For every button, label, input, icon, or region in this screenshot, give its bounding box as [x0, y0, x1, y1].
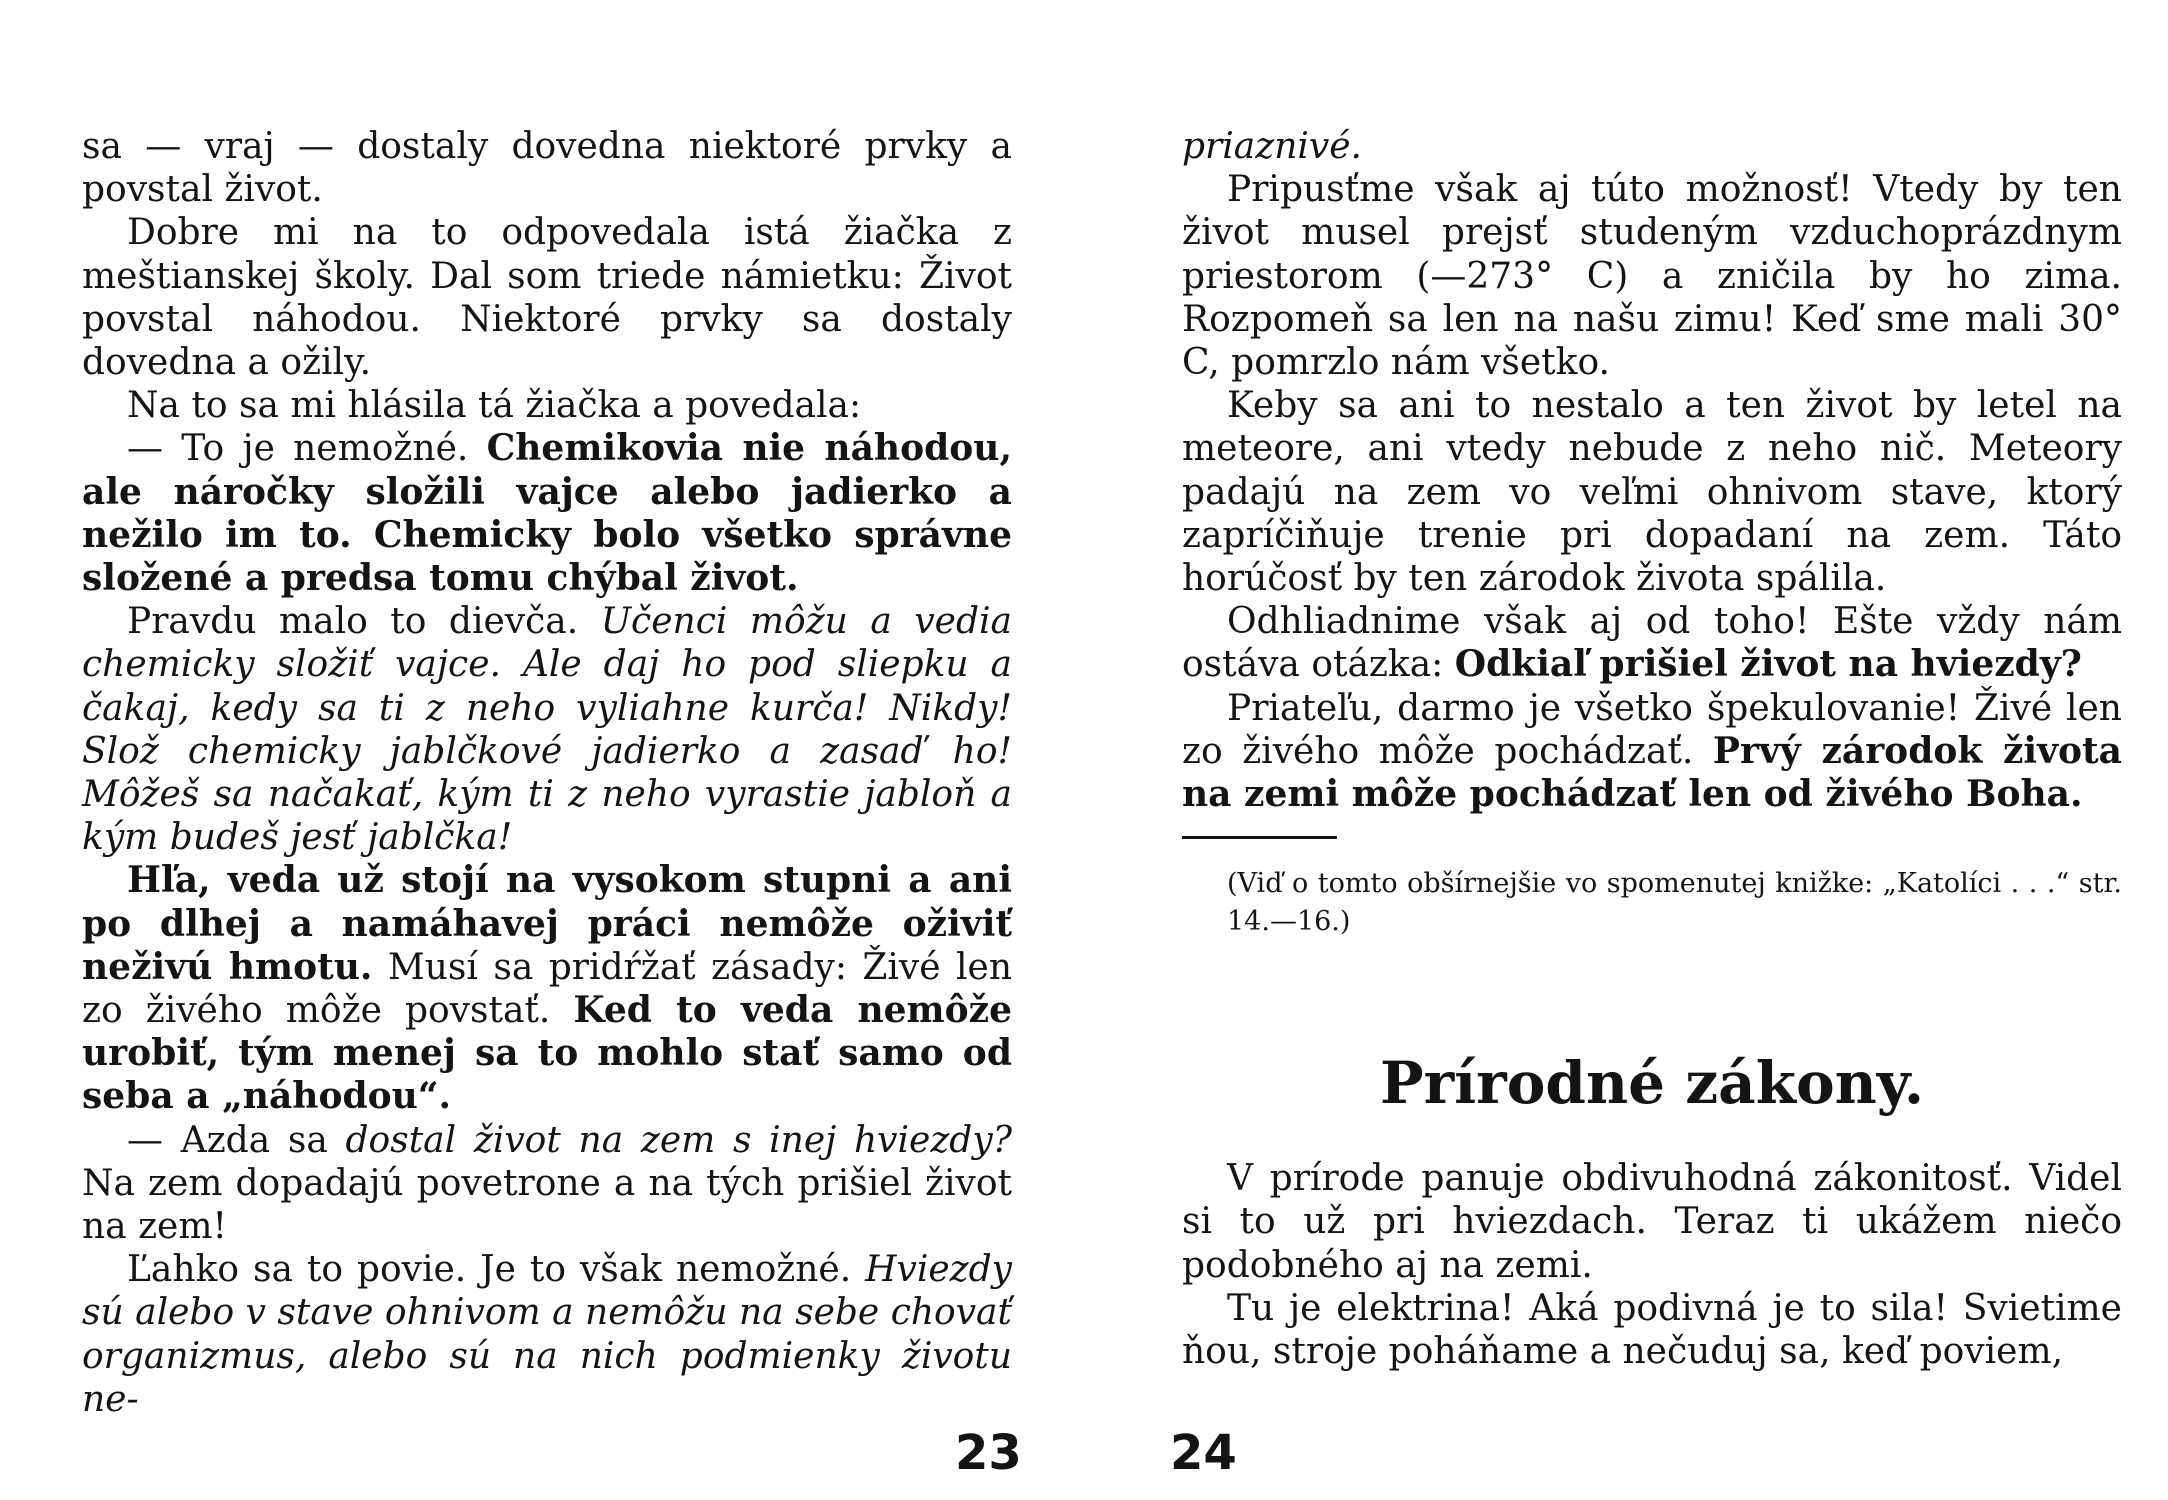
paragraph: Tu je elektrina! Aká podivná je to sila! Svietime ňou, stroje poháňame a nečuduj sa, keď poviem, — [1182, 1287, 2122, 1373]
paragraph: Na to sa mi hlásila tá žiačka a povedala: — [127, 385, 862, 427]
footnote: (Viď o tomto obšírnejšie vo spomenutej knižke: „Katolíci . . .“ str. 14.—16.) — [1227, 868, 2122, 938]
paragraph: Pripusťme však aj túto možnosť! Vtedy by ten život musel prejsť studeným vzduchoprázdnym priestorom (—273° C) a zničila by ho zima. Rozpomeň sa len na našu zimu! Keď sme mali 30° C, pomrzlo nám všetko. — [1182, 169, 2122, 384]
bold-text: Hľa, veda už stojí na vysokom stupni a ani po dlhej a namáhavej práci nemôže oživiť neživú hmotu. — [82, 859, 1012, 988]
bold-text: Ked to veda nemôže urobiť, tým menej sa to mohlo stať samo od seba a „náhodou“. — [82, 989, 1012, 1118]
text-span: Musí sa pridŕžať zásady: Živé len zo živého môže povstať. — [82, 946, 1013, 1032]
page-number-left: 23 — [955, 1425, 1022, 1481]
section-heading: Prírodné zákony. — [1379, 1049, 1925, 1118]
paragraph: Keby sa ani to nestalo a ten život by letel na meteore, ani vtedy nebude z neho nič. Meteory padajú na zem vo veľmi ohnivom stave, ktorý zapríčiňuje trenie pri dopadaní na zem. Táto horúčosť by ten zárodok života spálila. — [1182, 385, 2122, 600]
right-page — [1182, 125, 2122, 1373]
paragraph — [82, 427, 1012, 600]
italic-text: dostal život na zem s inej hviezdy? — [345, 1119, 1012, 1161]
paragraph: Dobre mi na to odpovedala istá žiačka z meštianskej školy. Dal som triede námietku: Život povstal náhodou. Niektoré prvky sa dostaly dovedna a ožily. — [82, 212, 1012, 384]
text-span: Ľahko sa to povie. Je to však nemožné. — [127, 1249, 866, 1291]
paragraph — [82, 1248, 1012, 1421]
paragraph — [82, 1119, 1012, 1249]
paragraph — [1182, 687, 2122, 817]
bold-text: Chemikovia nie náhodou, ale náročky složili vajce alebo jadierko a nežilo im to. Chemicky bolo všetko správne složené a predsa tomu chýbal život. — [82, 427, 1012, 600]
text-span: Na zem dopadajú povetrone a na tých prišiel život na zem! — [82, 1162, 1012, 1248]
italic-text: Hviezdy sú alebo v stave ohnivom a nemôžu na sebe chovať organizmus, alebo sú na nich podmienky životu ne- — [82, 1249, 1012, 1420]
paragraph: sa — vraj — dostaly dovedna niektoré prvky a povstal život. — [82, 126, 1012, 211]
text-span: — Azda sa — [127, 1119, 346, 1161]
left-page — [82, 125, 1012, 1421]
text-span: — To je nemožné. — [127, 428, 487, 470]
page-number-right: 24 — [1170, 1425, 1237, 1481]
text-span: Pravdu malo to dievča. — [127, 601, 601, 643]
paragraph: priaznivé. — [1182, 126, 1362, 167]
text-span: Priateľu, darmo je všetko špekulovanie! Živé len zo živého môže pochádzať. — [1182, 687, 2122, 772]
italic-text: Učenci môžu a vedia chemicky složiť vajce. Ale daj ho pod sliepku a čakaj, kedy sa ti z neho vyliahne kurča! Nikdy! Slož chemicky jablčkové jadierko a zasaď ho! Môžeš sa načakať, kým ti z neho vyrastie jabloň a kým budeš jesť jablčka! — [82, 601, 1012, 859]
text-span: Odhliadnime však aj od toho! Ešte vždy nám ostáva otázka: — [1182, 601, 2122, 686]
paragraph — [82, 600, 1012, 859]
paragraph: V prírode panuje obdivuhodná zákonitosť. Videl si to už pri hviezdach. Teraz ti ukážem niečo podobného aj na zemi. — [1182, 1158, 2122, 1286]
bold-text: Prvý zárodok života na zemi môže pochádzať len od živého Boha. — [1182, 729, 2122, 816]
bold-text: Odkiaľ prišiel život na hviezdy? — [1454, 643, 2082, 686]
paragraph — [1182, 600, 2122, 686]
paragraph — [82, 859, 1012, 1118]
footnote-divider — [1182, 836, 1337, 839]
